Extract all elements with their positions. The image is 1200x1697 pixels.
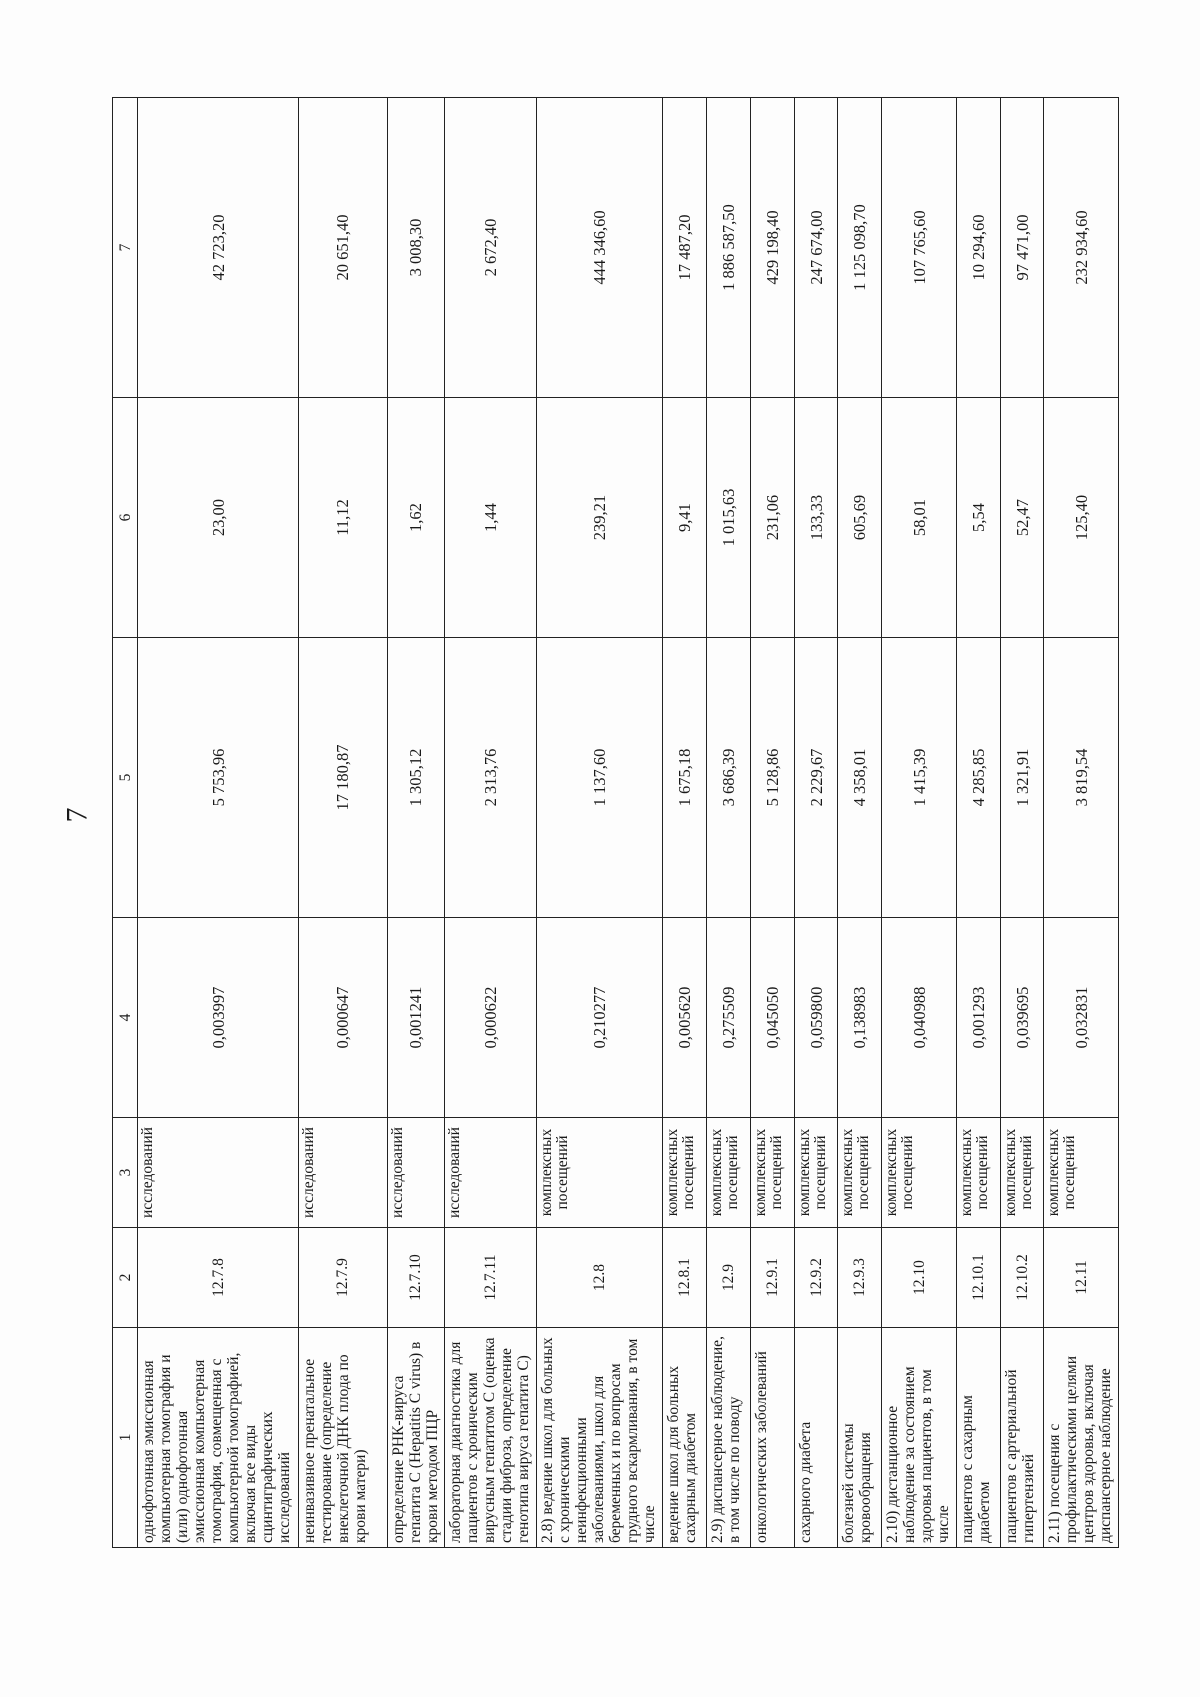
header-row [113,98,138,1548]
data-table [112,97,1119,1548]
value-cell-6: 9,41 [663,398,707,638]
value-cell-5: 4 358,01 [838,638,882,918]
table-row [750,98,794,1548]
value-cell-4: 0,059800 [794,918,838,1118]
column-header: 7 [113,98,138,398]
value-cell-4: 0,275509 [706,918,750,1118]
row-name-cell: сахарного диабета [794,1328,838,1548]
row-name-cell: пациентов с артериальной гипертензией [1000,1328,1044,1548]
row-code-cell: 12.7.8 [138,1228,299,1328]
row-code-cell: 12.10 [882,1228,956,1328]
row-name-cell: 2.11) посещения с профилактическими целями центров здоровья, включая диспансерное наблюдение [1044,1328,1119,1548]
row-code-cell: 12.9.1 [750,1228,794,1328]
table-row [706,98,750,1548]
row-name-cell: болезней системы кровообращения [838,1328,882,1548]
value-cell-5: 5 128,86 [750,638,794,918]
value-cell-6: 5,54 [956,398,1000,638]
table-row [536,98,662,1548]
row-name-cell: неинвазивное пренатальное тестирование (определение внеклеточной ДНК плода по крови матери) [299,1328,388,1548]
value-cell-7: 247 674,00 [794,98,838,398]
row-code-cell: 12.8.1 [663,1228,707,1328]
row-name-cell: 2.9) диспансерное наблюдение, в том числе по поводу [706,1328,750,1548]
value-cell-7: 1 886 587,50 [706,98,750,398]
value-cell-4: 0,039695 [1000,918,1044,1118]
value-cell-6: 125,40 [1044,398,1119,638]
row-name-cell: пациентов с сахарным диабетом [956,1328,1000,1548]
value-cell-6: 605,69 [838,398,882,638]
column-header: 3 [113,1118,138,1228]
row-code-cell: 12.7.11 [444,1228,536,1328]
row-name-cell: 2.10) дистанционное наблюдение за состоянием здоровья пациентов, в том числе [882,1328,956,1548]
row-unit-cell: исследований [444,1118,536,1228]
value-cell-7: 97 471,00 [1000,98,1044,398]
value-cell-5: 1 415,39 [882,638,956,918]
row-code-cell: 12.10.1 [956,1228,1000,1328]
table-row [387,98,444,1548]
row-name-cell: определение РНК-вируса гепатита С (Hepatitis C virus) в крови методом ПЦР [387,1328,444,1548]
value-cell-6: 1,62 [387,398,444,638]
row-name-cell: онкологических заболеваний [750,1328,794,1548]
value-cell-7: 10 294,60 [956,98,1000,398]
row-name-cell: лабораторная диагностика для пациентов с хроническим вирусным гепатитом С (оценка стадии фиброза, определение генотипа вируса гепатита С) [444,1328,536,1548]
value-cell-4: 0,210277 [536,918,662,1118]
row-code-cell: 12.11 [1044,1228,1119,1328]
value-cell-6: 231,06 [750,398,794,638]
value-cell-4: 0,001241 [387,918,444,1118]
table-row [882,98,956,1548]
page-number: 7 [60,807,94,823]
value-cell-4: 0,045050 [750,918,794,1118]
value-cell-5: 5 753,96 [138,638,299,918]
value-cell-7: 17 487,20 [663,98,707,398]
table-row [663,98,707,1548]
value-cell-4: 0,003997 [138,918,299,1118]
row-unit-cell: комплексных посещений [882,1118,956,1228]
value-cell-7: 429 198,40 [750,98,794,398]
value-cell-4: 0,032831 [1044,918,1119,1118]
table-row [138,98,299,1548]
value-cell-7: 3 008,30 [387,98,444,398]
value-cell-6: 133,33 [794,398,838,638]
table-row [444,98,536,1548]
value-cell-4: 0,005620 [663,918,707,1118]
row-code-cell: 12.7.9 [299,1228,388,1328]
table-row [1000,98,1044,1548]
value-cell-4: 0,138983 [838,918,882,1118]
row-code-cell: 12.9.3 [838,1228,882,1328]
row-unit-cell: исследований [138,1118,299,1228]
value-cell-4: 0,001293 [956,918,1000,1118]
table-row [794,98,838,1548]
value-cell-5: 4 285,85 [956,638,1000,918]
row-code-cell: 12.10.2 [1000,1228,1044,1328]
row-unit-cell: исследований [299,1118,388,1228]
row-code-cell: 12.8 [536,1228,662,1328]
row-unit-cell: комплексных посещений [838,1118,882,1228]
value-cell-5: 1 305,12 [387,638,444,918]
value-cell-5: 2 229,67 [794,638,838,918]
row-name-cell: ведение школ для больных сахарным диабетом [663,1328,707,1548]
column-header: 4 [113,918,138,1118]
row-unit-cell: комплексных посещений [794,1118,838,1228]
row-unit-cell: исследований [387,1118,444,1228]
table-row [299,98,388,1548]
column-header: 2 [113,1228,138,1328]
value-cell-5: 17 180,87 [299,638,388,918]
row-code-cell: 12.7.10 [387,1228,444,1328]
value-cell-6: 11,12 [299,398,388,638]
row-unit-cell: комплексных посещений [1044,1118,1119,1228]
row-unit-cell: комплексных посещений [956,1118,1000,1228]
row-code-cell: 12.9.2 [794,1228,838,1328]
row-unit-cell: комплексных посещений [663,1118,707,1228]
row-unit-cell: комплексных посещений [750,1118,794,1228]
value-cell-6: 1 015,63 [706,398,750,638]
table-row [1044,98,1119,1548]
row-code-cell: 12.9 [706,1228,750,1328]
value-cell-4: 0,040988 [882,918,956,1118]
value-cell-5: 1 675,18 [663,638,707,918]
value-cell-7: 107 765,60 [882,98,956,398]
value-cell-7: 42 723,20 [138,98,299,398]
value-cell-5: 3 819,54 [1044,638,1119,918]
value-cell-7: 444 346,60 [536,98,662,398]
table-row [838,98,882,1548]
value-cell-6: 239,21 [536,398,662,638]
value-cell-4: 0,000622 [444,918,536,1118]
value-cell-6: 58,01 [882,398,956,638]
column-header: 1 [113,1328,138,1548]
column-header: 5 [113,638,138,918]
value-cell-5: 3 686,39 [706,638,750,918]
value-cell-5: 2 313,76 [444,638,536,918]
row-name-cell: однофотонная эмиссионная компьютерная томография и (или) однофотонная эмиссионная компьютерная томография, совмещенная с компьютерной томографией, включая все виды сцинтиграфических исследований [138,1328,299,1548]
row-unit-cell: комплексных посещений [1000,1118,1044,1228]
row-unit-cell: комплексных посещений [536,1118,662,1228]
row-name-cell: 2.8) ведение школ для больных с хроническими неинфекционными заболеваниями, школ для беременных и по вопросам грудного вскармливания, в том числе [536,1328,662,1548]
value-cell-7: 20 651,40 [299,98,388,398]
row-unit-cell: комплексных посещений [706,1118,750,1228]
rotated-table-container [112,98,1119,1548]
value-cell-5: 1 137,60 [536,638,662,918]
value-cell-6: 23,00 [138,398,299,638]
value-cell-7: 2 672,40 [444,98,536,398]
value-cell-5: 1 321,91 [1000,638,1044,918]
value-cell-6: 1,44 [444,398,536,638]
value-cell-4: 0,000647 [299,918,388,1118]
table-row [956,98,1000,1548]
value-cell-7: 232 934,60 [1044,98,1119,398]
column-header: 6 [113,398,138,638]
value-cell-7: 1 125 098,70 [838,98,882,398]
value-cell-6: 52,47 [1000,398,1044,638]
